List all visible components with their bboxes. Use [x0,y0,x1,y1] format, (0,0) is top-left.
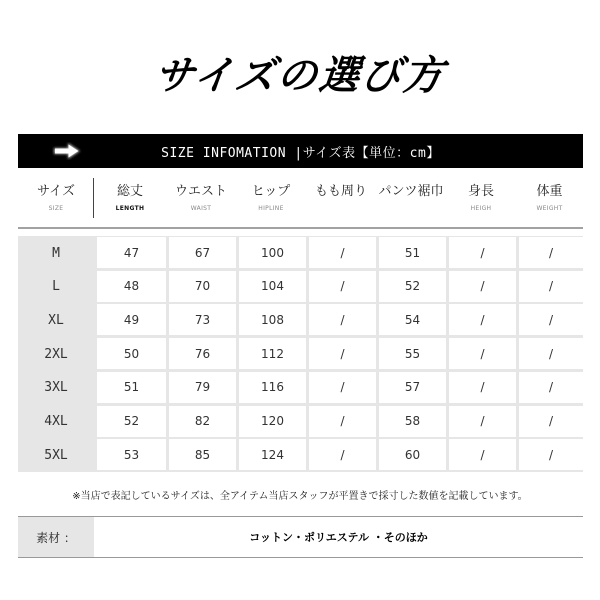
table-row [18,438,583,472]
column-header [166,178,236,222]
table-cell: 112 [239,338,306,369]
size-label: 2XL [44,346,68,362]
size-table [18,236,583,472]
table-cell: / [519,406,583,437]
size-label: XL [48,312,64,328]
table-cell: 48 [97,271,166,302]
table-cell: 100 [239,237,306,268]
column-header [236,178,306,222]
table-cell: 79 [169,372,236,403]
table-row [18,371,583,405]
table-header [18,178,583,222]
table-cell: 52 [379,271,446,302]
table-row [18,405,583,439]
column-header-sublabel: WAIST [190,205,212,212]
table-cell: / [519,304,583,335]
table-cell: / [519,271,583,302]
table-row [18,337,583,371]
size-label: 3XL [44,380,68,396]
table-cell: 70 [169,271,236,302]
table-cell: 108 [239,304,306,335]
table-cell: 51 [97,372,166,403]
header-underline [0,227,600,231]
column-header [306,178,376,222]
table-cell: / [449,271,516,302]
table-cell: / [309,372,376,403]
table-cell: 51 [379,237,446,268]
table-cell: / [449,372,516,403]
table-cell: 73 [169,304,236,335]
column-header-label: サイズ [37,184,75,199]
table-cell: 85 [169,439,236,470]
table-cell: 49 [97,304,166,335]
table-row [18,270,583,304]
column-header-label: パンツ裾巾 [378,184,444,199]
table-cell: / [519,372,583,403]
column-header [18,178,94,222]
column-header [446,178,516,222]
size-label: 4XL [44,414,68,429]
table-cell: 50 [97,338,166,369]
table-cell: 58 [379,406,446,437]
table-cell: / [309,237,376,268]
table-cell: 54 [379,304,446,335]
column-header-sublabel: HIPLINE [258,205,284,212]
size-label: M [52,245,60,261]
material-label: 素材 ： [18,517,94,557]
table-cell: 47 [97,237,166,268]
column-header [516,178,583,222]
table-cell: 124 [239,439,306,470]
table-cell: 116 [239,372,306,403]
table-cell: / [449,304,516,335]
material-value: コットン・ポリエステル ・そのほか [249,531,428,544]
arrow-right-icon [52,142,82,160]
column-header-label: 総丈 [116,184,143,199]
material-row [18,516,583,558]
table-cell: / [309,271,376,302]
table-cell: 67 [169,237,236,268]
column-header-label: ウエスト [174,184,227,199]
table-cell: 55 [379,338,446,369]
table-cell: 76 [169,338,236,369]
column-header-sublabel: SIZE [48,205,64,212]
column-header-sublabel: WEIGHT [536,205,563,212]
table-cell: 82 [169,406,236,437]
table-row [18,303,583,337]
table-cell: / [309,304,376,335]
table-cell: / [449,338,516,369]
table-cell: 57 [379,372,446,403]
table-cell: 60 [379,439,446,470]
table-cell: / [519,439,583,470]
size-label: 5XL [44,447,68,463]
column-header [376,178,446,222]
column-header [94,178,166,222]
table-cell: 52 [97,406,166,437]
column-header-label: ヒップ [251,184,291,199]
column-header-label: 体重 [536,184,563,199]
column-header-sublabel: LENGTH [115,205,145,212]
table-cell: / [309,338,376,369]
table-cell: 104 [239,271,306,302]
size-label: L [52,279,60,295]
table-cell: / [519,237,583,268]
page-title: サイズの選び方 [151,53,448,99]
table-cell: / [449,237,516,268]
table-cell: / [309,406,376,437]
banner-text: SIZE INFOMATION |サイズ表【単位：cm】 [161,145,440,161]
column-header-sublabel: HEIGH [470,205,492,212]
table-cell: 53 [97,439,166,470]
table-cell: / [309,439,376,470]
table-cell: / [449,406,516,437]
size-info-banner [18,134,583,168]
measurement-note: ※当店で表記しているサイズは、全アイテム当店スタッフが平置きで採寸した数値を記載しています。 [72,491,528,502]
table-row [18,236,583,270]
column-header-label: 身長 [467,184,494,199]
column-header-label: もも周り [314,184,367,199]
table-cell: / [519,338,583,369]
table-cell: 120 [239,406,306,437]
table-cell: / [449,439,516,470]
